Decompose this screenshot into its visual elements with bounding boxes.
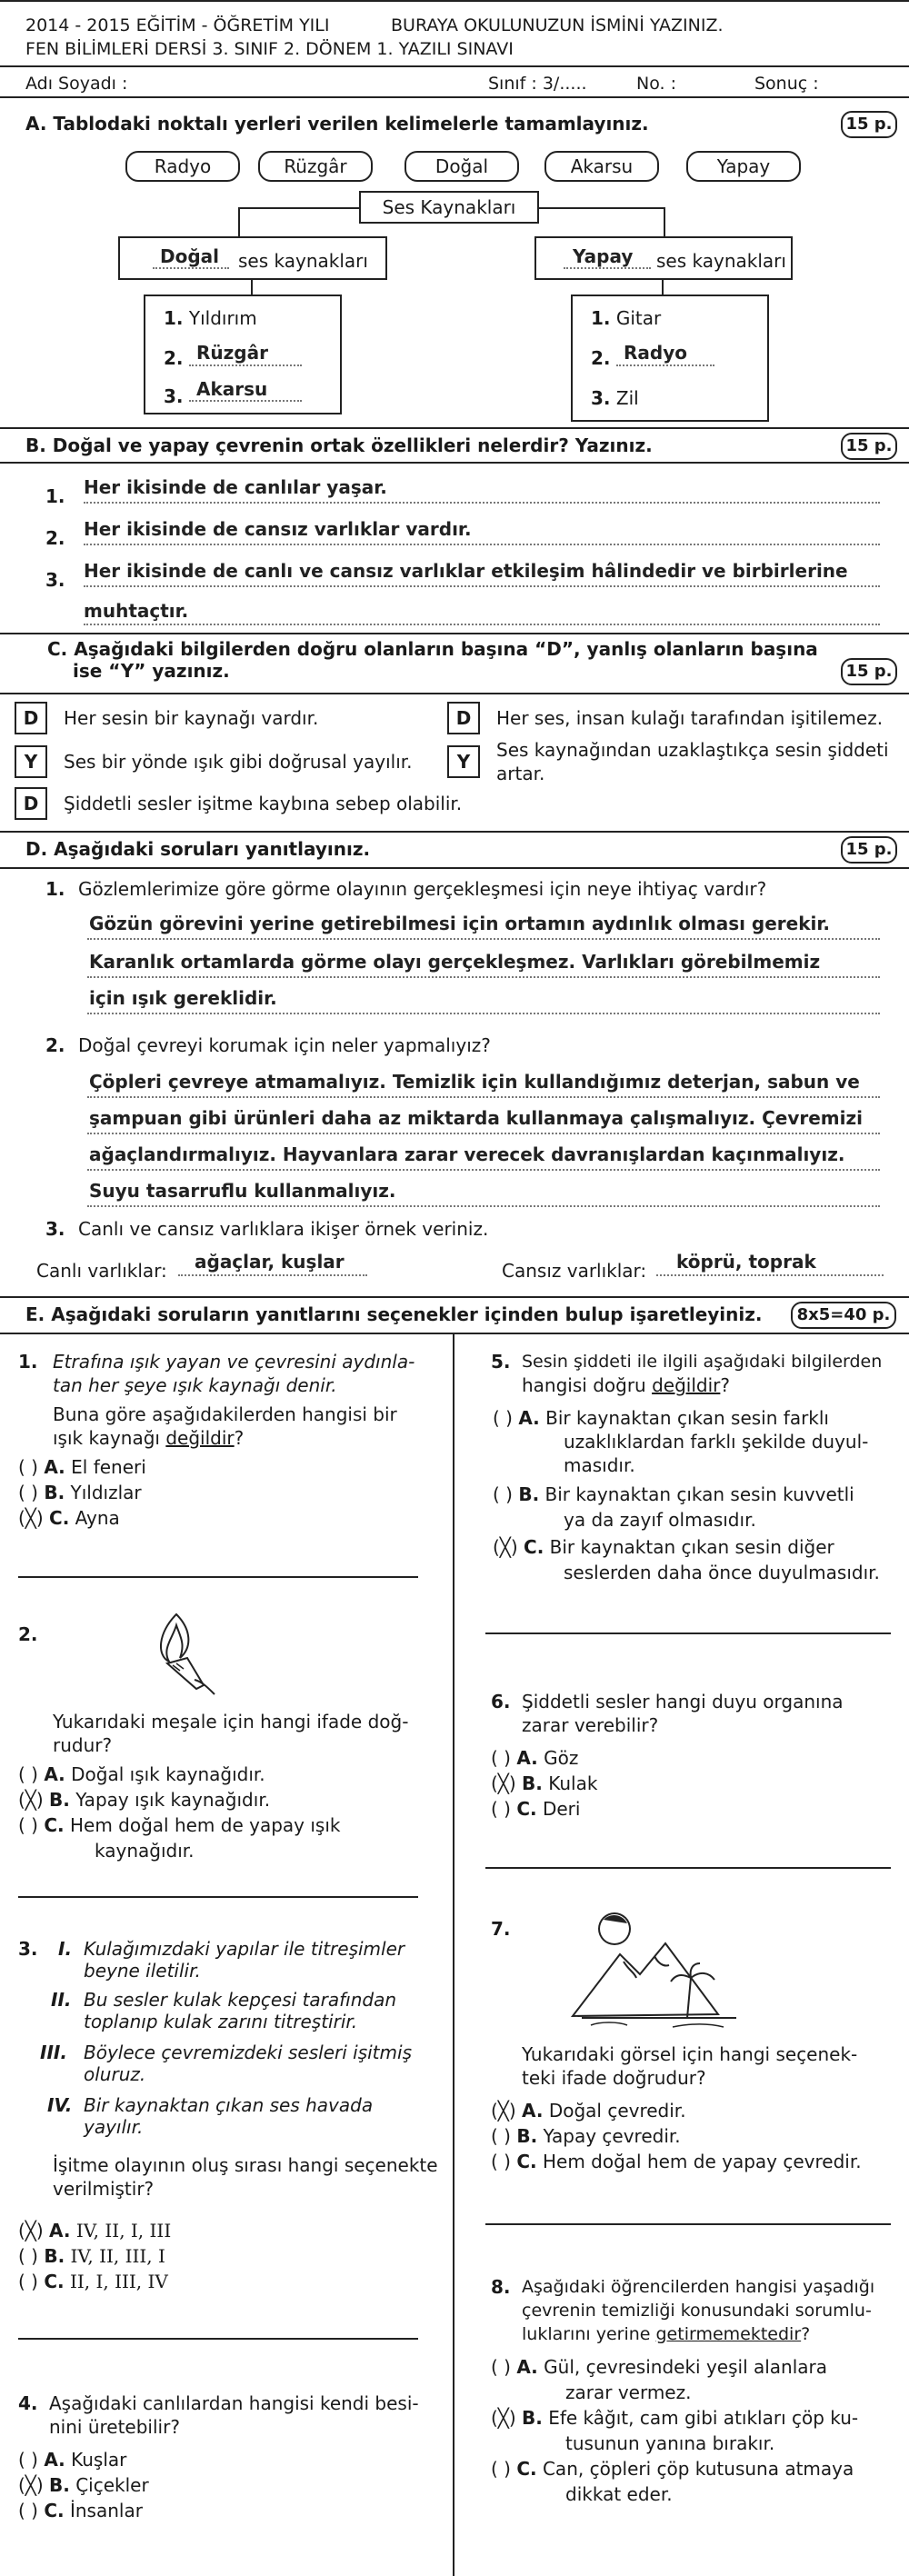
e-q4-ask-1: Aşağıdaki canlılardan hangisi kendi besi- [49, 2392, 419, 2414]
c-statement-5: Şiddetli sesler işitme kaybına sebep olabilir. [64, 793, 463, 814]
exam-title: FEN BİLİMLERİ DERSİ 3. SINIF 2. DÖNEM 1. YAZILI SINAVI [25, 39, 514, 59]
e-q3-statement-3-line-1: Böylece çevremizdeki sesleri işitmiş [84, 2042, 412, 2063]
section-d-points: 15 p. [841, 836, 897, 864]
artificial-item-3: Zil [615, 387, 639, 409]
section-c-points: 15 p. [841, 658, 897, 685]
artificial-item-1-num: 1. [591, 307, 611, 329]
section-b-title: B. Doğal ve yapay çevrenin ortak özellikleri nelerdir? Yazınız. [25, 434, 653, 456]
section-e-title: E. Aşağıdaki soruların yanıtlarını seçenekler içinden bulup işaretleyiniz. [25, 1303, 763, 1325]
nonliving-label: Cansız varlıklar: [502, 1260, 647, 1282]
e-q5-option-a[interactable]: ( ) A. Bir kaynaktan çıkan sesin farklı [493, 1407, 829, 1429]
d-q2-answer-2: şampuan gibi ürünleri daha az miktarda kullanmaya çalışmalıyız. Çevremizi [89, 1107, 863, 1129]
d-q1-answer-2: Karanlık ortamlarda görme olayı gerçekleşmez. Varlıkları görebilmemiz [89, 951, 821, 973]
d-question-3: Canlı ve cansız varlıklara ikişer örnek veriniz. [78, 1218, 489, 1240]
e-q4-ask-2: nini üretebilir? [49, 2416, 180, 2438]
e-q3-statement-4-line-1: Bir kaynaktan çıkan ses havada [84, 2094, 374, 2116]
c-statement-3: Ses bir yönde ışık gibi doğrusal yayılır. [64, 751, 413, 773]
result-label: Sonuç : [754, 74, 819, 94]
e-q3-statement-1-line-1: Kulağımızdaki yapılar ile titreşimler [84, 1938, 405, 1960]
e-q1-option-a[interactable]: ( ) A. El feneri [18, 1456, 146, 1478]
living-label: Canlı varlıklar: [36, 1260, 167, 1282]
natural-item-2-num: 2. [164, 347, 184, 369]
living-answer: ağaçlar, kuşlar [195, 1251, 345, 1273]
e-q4-option-a[interactable]: ( ) A. Kuşlar [18, 2449, 127, 2471]
c-mark-4[interactable]: Y [447, 745, 480, 778]
b-answer-1-num: 1. [45, 485, 65, 507]
section-d-title: D. Aşağıdaki soruları yanıtlayınız. [25, 838, 371, 860]
e-q3-option-b[interactable]: ( ) B. IV, II, III, I [18, 2245, 165, 2267]
number-label: No. : [636, 74, 676, 94]
e-q3-statement-2-line-1: Bu sesler kulak kepçesi tarafından [84, 1989, 397, 2011]
e-q2-ask-1: Yukarıdaki meşale için hangi ifade doğ- [53, 1711, 409, 1732]
e-q7-ask-1: Yukarıdaki görsel için hangi seçenek- [522, 2043, 858, 2065]
e-q6-option-b[interactable]: (╳) B. Kulak [491, 1772, 598, 1794]
b-answer-2-num: 2. [45, 527, 65, 549]
e-q5-ask-1: Sesin şiddeti ile ilgili aşağıdaki bilgilerden [522, 1352, 883, 1372]
e-q8-option-c[interactable]: ( ) C. Can, çöpleri çöp kutusuna atmaya [491, 2458, 854, 2480]
b-answer-3-num: 3. [45, 569, 65, 591]
e-q8-option-b[interactable]: (╳) B. Efe kâğıt, cam gibi atıkları çöp ku- [491, 2407, 859, 2429]
e-q3-ask-1: İşitme olayının oluş sırası hangi seçenekte [53, 2154, 438, 2176]
c-statement-4-line-2: artar. [496, 763, 545, 784]
e-q8-option-c-line-2: dikkat eder. [565, 2483, 673, 2505]
name-label: Adı Soyadı : [25, 74, 128, 94]
e-q3-roman-4: IV. [47, 2094, 73, 2116]
natural-list-box [144, 295, 342, 414]
section-b-points: 15 p. [841, 433, 897, 460]
word-box-akarsu: Akarsu [544, 151, 659, 182]
e-q3-num: 3. [18, 1938, 38, 1960]
e-q3-statement-2-line-2: toplanıp kulak zarını titreştirir. [84, 2011, 358, 2032]
artificial-sources-box [534, 236, 793, 280]
e-q3-roman-1: I. [58, 1938, 73, 1960]
e-q3-option-a[interactable]: (╳) A. IV, II, I, III [18, 2220, 172, 2242]
nature-landscape-icon [564, 1907, 745, 2034]
artificial-answer: Yapay [573, 245, 634, 267]
e-q7-ask-2: teki ifade doğrudur? [522, 2067, 706, 2089]
word-box-yapay: Yapay [686, 151, 801, 182]
e-q3-roman-2: II. [51, 1989, 72, 2011]
e-q1-ask-2: ışık kaynağı değildir? [53, 1427, 245, 1449]
artificial-item-1: Gitar [615, 307, 662, 329]
c-statement-1: Her sesin bir kaynağı vardır. [64, 707, 319, 729]
word-box-radyo: Radyo [125, 151, 240, 182]
artificial-suffix: ses kaynakları [656, 250, 786, 272]
e-q8-option-b-line-2: tusunun yanına bırakır. [565, 2432, 775, 2454]
e-q5-option-c-line-2: seslerden daha önce duyulmasıdır. [564, 1562, 880, 1583]
e-q8-ask-1: Aşağıdaki öğrencilerden hangisi yaşadığı [522, 2277, 875, 2297]
natural-suffix: ses kaynakları [238, 250, 368, 272]
section-a-points: 15 p. [841, 111, 897, 138]
natural-item-3-num: 3. [164, 385, 184, 407]
word-box-ruzgar: Rüzgâr [258, 151, 373, 182]
e-q3-statement-1-line-2: beyne iletilir. [84, 1960, 201, 1982]
d-q2-answer-3: ağaçlandırmalıyız. Hayvanlara zarar verecek davranışlardan kaçınmalıyız. [89, 1143, 845, 1165]
e-q2-ask-2: rudur? [53, 1734, 113, 1756]
school-name: BURAYA OKULUNUZUN İSMİNİ YAZINIZ. [391, 15, 724, 35]
e-q3-statement-3-line-2: oluruz. [84, 2063, 146, 2085]
c-mark-1[interactable]: D [15, 702, 47, 734]
e-q3-roman-3: III. [40, 2042, 67, 2063]
e-q6-ask-1: Şiddetli sesler hangi duyu organına [522, 1691, 844, 1712]
e-q1-option-c[interactable]: (╳) C. Ayna [18, 1507, 120, 1529]
d-q1-answer-3: için ışık gereklidir. [89, 987, 277, 1009]
e-q1-ask-1: Buna göre aşağıdakilerden hangisi bir [53, 1403, 397, 1425]
section-a-title: A. Tablodaki noktalı yerleri verilen kelimelerle tamamlayınız. [25, 113, 649, 135]
root-box: Ses Kaynakları [359, 191, 539, 224]
e-q2-option-c[interactable]: ( ) C. Hem doğal hem de yapay ışık [18, 1814, 341, 1836]
b-answer-2: Her ikisinde de cansız varlıklar vardır. [84, 518, 472, 540]
b-answer-3: Her ikisinde de canlı ve cansız varlıklar etkileşim hâlindedir ve birbirlerine [84, 560, 848, 582]
natural-item-2: Rüzgâr [196, 342, 268, 364]
natural-answer: Doğal [160, 245, 220, 267]
artificial-item-2-num: 2. [591, 347, 611, 369]
e-q2-option-b[interactable]: (╳) B. Yapay ışık kaynağıdır. [18, 1789, 271, 1811]
e-q6-option-a[interactable]: ( ) A. Göz [491, 1747, 579, 1769]
e-q5-option-b-line-2: ya da zayıf olmasıdır. [564, 1509, 756, 1531]
artificial-item-3-num: 3. [591, 387, 611, 409]
e-q4-option-b[interactable]: (╳) B. Çiçekler [18, 2474, 149, 2496]
e-q6-num: 6. [491, 1691, 511, 1712]
e-q7-option-a[interactable]: (╳) A. Doğal çevredir. [491, 2100, 686, 2122]
e-q3-ask-2: verilmiştir? [53, 2178, 155, 2200]
class-label: Sınıf : 3/..... [488, 74, 587, 94]
section-e-points: 8x5=40 p. [791, 1302, 896, 1329]
e-q5-option-c[interactable]: (╳) C. Bir kaynaktan çıkan sesin diğer [493, 1536, 834, 1558]
c-mark-3[interactable]: Y [15, 745, 47, 778]
e-q1-num: 1. [18, 1351, 38, 1373]
e-q8-option-a[interactable]: ( ) A. Gül, çevresindeki yeşil alanlara [491, 2356, 828, 2378]
b-answer-3-continued: muhtaçtır. [84, 600, 189, 622]
natural-item-3: Akarsu [196, 378, 268, 400]
d-question-1: Gözlemlerimize göre görme olayının gerçekleşmesi için neye ihtiyaç vardır? [78, 878, 767, 900]
section-c-title-2: ise “Y” yazınız. [73, 660, 230, 682]
nonliving-answer: köprü, toprak [676, 1251, 816, 1273]
section-c-title-1: C. Aşağıdaki bilgilerden doğru olanların başına “D”, yanlış olanların başına [47, 638, 818, 660]
word-box-dogal: Doğal [405, 151, 519, 182]
e-q2-option-a[interactable]: ( ) A. Doğal ışık kaynağıdır. [18, 1763, 265, 1785]
e-q3-statement-4-line-2: yayılır. [84, 2116, 144, 2138]
school-year: 2014 - 2015 EĞİTİM - ÖĞRETİM YILI [25, 15, 330, 35]
e-q6-ask-2: zarar verebilir? [522, 1714, 659, 1736]
e-q4-num: 4. [18, 2392, 38, 2414]
e-q5-option-b[interactable]: ( ) B. Bir kaynaktan çıkan sesin kuvvetli [493, 1483, 854, 1505]
e-q8-option-a-line-2: zarar vermez. [565, 2381, 692, 2403]
natural-item-1: Yıldırım [188, 307, 257, 329]
e-q5-option-a-line-3: masıdır. [564, 1454, 635, 1476]
c-statement-4-line-1: Ses kaynağından uzaklaştıkça sesin şiddeti [496, 739, 889, 761]
natural-sources-box [118, 236, 387, 280]
d-question-2: Doğal çevreyi korumak için neler yapmalıyız? [78, 1034, 491, 1056]
e-q5-option-a-line-2: uzaklıklardan farklı şekilde duyul- [564, 1431, 869, 1453]
e-q1-stem-2: tan her şeye ışık kaynağı denir. [53, 1374, 337, 1396]
e-q8-num: 8. [491, 2276, 511, 2298]
e-q1-option-b[interactable]: ( ) B. Yıldızlar [18, 1482, 142, 1503]
e-q1-stem-1: Etrafına ışık yayan ve çevresini aydınla- [53, 1351, 415, 1373]
c-statement-2: Her ses, insan kulağı tarafından işitilemez. [496, 707, 884, 729]
e-q7-option-b[interactable]: ( ) B. Yapay çevredir. [491, 2125, 681, 2147]
e-q6-option-c[interactable]: ( ) C. Deri [491, 1798, 581, 1820]
natural-item-1-num: 1. [164, 307, 184, 329]
e-q5-num: 5. [491, 1351, 511, 1373]
e-q8-ask-3: luklarını yerine getirmemektedir? [522, 2324, 811, 2344]
c-mark-2[interactable]: D [447, 702, 480, 734]
e-q5-ask-2: hangisi doğru değildir? [522, 1374, 730, 1396]
e-q2-num: 2. [18, 1623, 38, 1645]
torch-icon [149, 1605, 222, 1705]
c-mark-5[interactable]: D [15, 787, 47, 820]
artificial-list-box [571, 295, 769, 422]
b-answer-1: Her ikisinde de canlılar yaşar. [84, 476, 387, 498]
e-q2-option-c-line-2: kaynağıdır. [95, 1840, 195, 1862]
d-q1-answer-1: Gözün görevini yerine getirebilmesi için ortamın aydınlık olması gerekir. [89, 913, 830, 934]
artificial-item-2: Radyo [624, 342, 687, 364]
d-q2-answer-1: Çöpleri çevreye atmamalıyız. Temizlik için kullandığımız deterjan, sabun ve [89, 1071, 860, 1093]
d-q2-answer-4: Suyu tasarruflu kullanmalıyız. [89, 1180, 396, 1202]
e-q7-num: 7. [491, 1918, 511, 1940]
e-q3-option-c[interactable]: ( ) C. II, I, III, IV [18, 2271, 168, 2292]
e-q4-option-c[interactable]: ( ) C. İnsanlar [18, 2500, 143, 2521]
e-q7-option-c[interactable]: ( ) C. Hem doğal hem de yapay çevredir. [491, 2151, 862, 2172]
e-q8-ask-2: çevrenin temizliği konusundaki sorumlu- [522, 2301, 872, 2321]
column-divider [453, 1333, 454, 2576]
